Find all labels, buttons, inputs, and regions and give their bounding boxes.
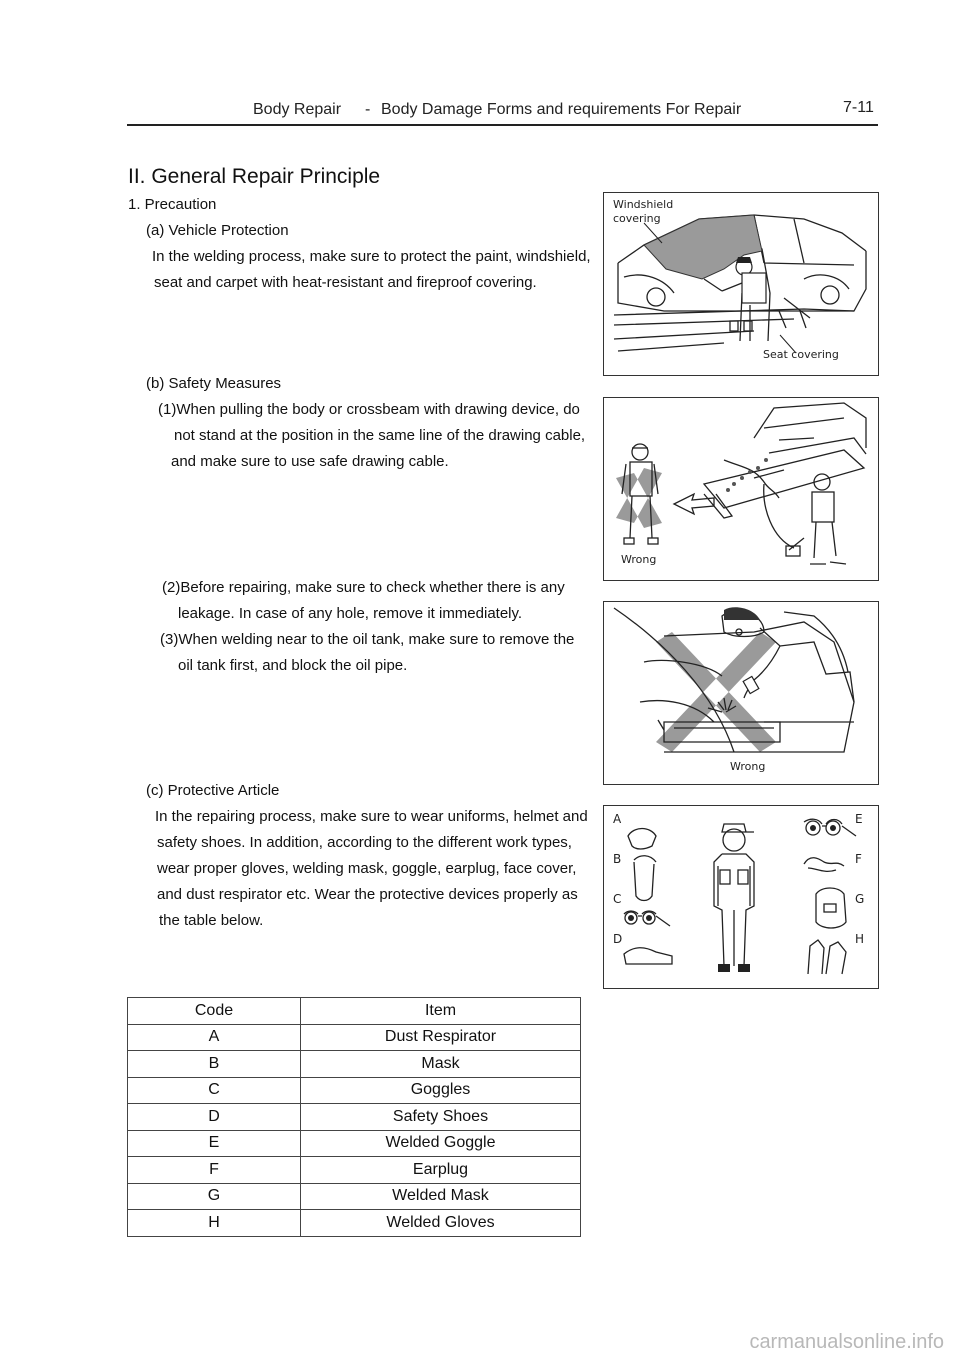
- table-row: [128, 1183, 581, 1210]
- letter-h-label: H: [855, 932, 865, 946]
- safety-item1-line-1: (1)When pulling the body or crossbeam with drawing device, do: [158, 401, 580, 418]
- letter-a-label: A: [613, 812, 622, 826]
- letter-e-label: E: [855, 812, 863, 826]
- protective-line-5: the table below.: [159, 912, 264, 929]
- code-cell: A: [128, 1024, 301, 1051]
- item-cell: Welded Mask: [301, 1183, 581, 1210]
- drawing-cable-figure: [603, 397, 879, 581]
- item-cell: Safety Shoes: [301, 1104, 581, 1131]
- vehicle-protection-line-1: In the welding process, make sure to protect the paint, windshield,: [152, 248, 591, 265]
- vehicle-protection-heading: (a) Vehicle Protection: [146, 222, 289, 239]
- letter-d-label: D: [613, 932, 623, 946]
- protective-article-heading: (c) Protective Article: [146, 782, 280, 799]
- code-cell: G: [128, 1183, 301, 1210]
- protective-line-1: In the repairing process, make sure to wear uniforms, helmet and: [155, 808, 588, 825]
- column-header-code: Code: [128, 998, 301, 1025]
- header-section: Body Repair: [253, 101, 342, 118]
- code-cell: E: [128, 1130, 301, 1157]
- letter-c-label: C: [613, 892, 622, 906]
- footer-watermark: carmanualsonline.info: [749, 1331, 944, 1353]
- safety-measures-heading: (b) Safety Measures: [146, 375, 282, 392]
- safety-item2-line-1: (2)Before repairing, make sure to check whether there is any: [162, 579, 565, 596]
- code-cell: C: [128, 1077, 301, 1104]
- code-cell: H: [128, 1210, 301, 1237]
- seat-covering-label: Seat covering: [763, 348, 839, 361]
- protective-articles-illustration: [604, 806, 878, 988]
- table-row: [128, 1077, 581, 1104]
- vehicle-protection-line-2: seat and carpet with heat-resistant and fireproof covering.: [154, 274, 537, 291]
- header-topic: Body Damage Forms and requirements For Repair: [381, 101, 742, 118]
- page-number: 7-11: [843, 99, 874, 116]
- safety-item1-line-3: and make sure to use safe drawing cable.: [171, 453, 449, 470]
- header-rule: [127, 124, 878, 126]
- table-row: [128, 1130, 581, 1157]
- safety-item2-line-2: leakage. In case of any hole, remove it immediately.: [178, 605, 523, 622]
- wrong-label-tank: Wrong: [730, 760, 766, 773]
- item-cell: Welded Gloves: [301, 1210, 581, 1237]
- letter-f-label: F: [855, 852, 862, 866]
- protective-line-4: and dust respirator etc. Wear the protective devices properly as: [157, 886, 578, 903]
- column-header-item: Item: [301, 998, 581, 1025]
- code-cell: B: [128, 1051, 301, 1078]
- safety-item3-line-2: oil tank first, and block the oil pipe.: [178, 657, 408, 674]
- table-row: [128, 1051, 581, 1078]
- table-row: [128, 1104, 581, 1131]
- item-cell: Mask: [301, 1051, 581, 1078]
- item-cell: Earplug: [301, 1157, 581, 1184]
- oil-tank-illustration: [604, 602, 878, 784]
- header-separator: -: [365, 101, 371, 118]
- letter-b-label: B: [613, 852, 622, 866]
- item-cell: Goggles: [301, 1077, 581, 1104]
- table-header-row: [128, 998, 581, 1025]
- table-row: [128, 1210, 581, 1237]
- safety-item3-line-1: (3)When welding near to the oil tank, make sure to remove the: [160, 631, 575, 648]
- page-title: II. General Repair Principle: [128, 165, 381, 188]
- item-cell: Dust Respirator: [301, 1024, 581, 1051]
- safety-item1-line-2: not stand at the position in the same line of the drawing cable,: [174, 427, 586, 444]
- wrong-label-cable: Wrong: [621, 553, 657, 566]
- letter-g-label: G: [855, 892, 865, 906]
- item-cell: Welded Goggle: [301, 1130, 581, 1157]
- oil-tank-figure: [603, 601, 879, 785]
- vehicle-protection-figure: [603, 192, 879, 376]
- protective-articles-table: [127, 997, 581, 1237]
- table-row: [128, 1024, 581, 1051]
- code-cell: D: [128, 1104, 301, 1131]
- code-cell: F: [128, 1157, 301, 1184]
- windshield-covering-label-2: covering: [613, 212, 661, 225]
- windshield-covering-label: Windshield: [613, 198, 674, 211]
- protective-articles-figure: [603, 805, 879, 989]
- protective-line-2: safety shoes. In addition, according to the different work types,: [157, 834, 572, 851]
- protective-line-3: wear proper gloves, welding mask, goggle, earplug, face cover,: [157, 860, 577, 877]
- precaution-heading: 1. Precaution: [128, 196, 217, 213]
- table-row: [128, 1157, 581, 1184]
